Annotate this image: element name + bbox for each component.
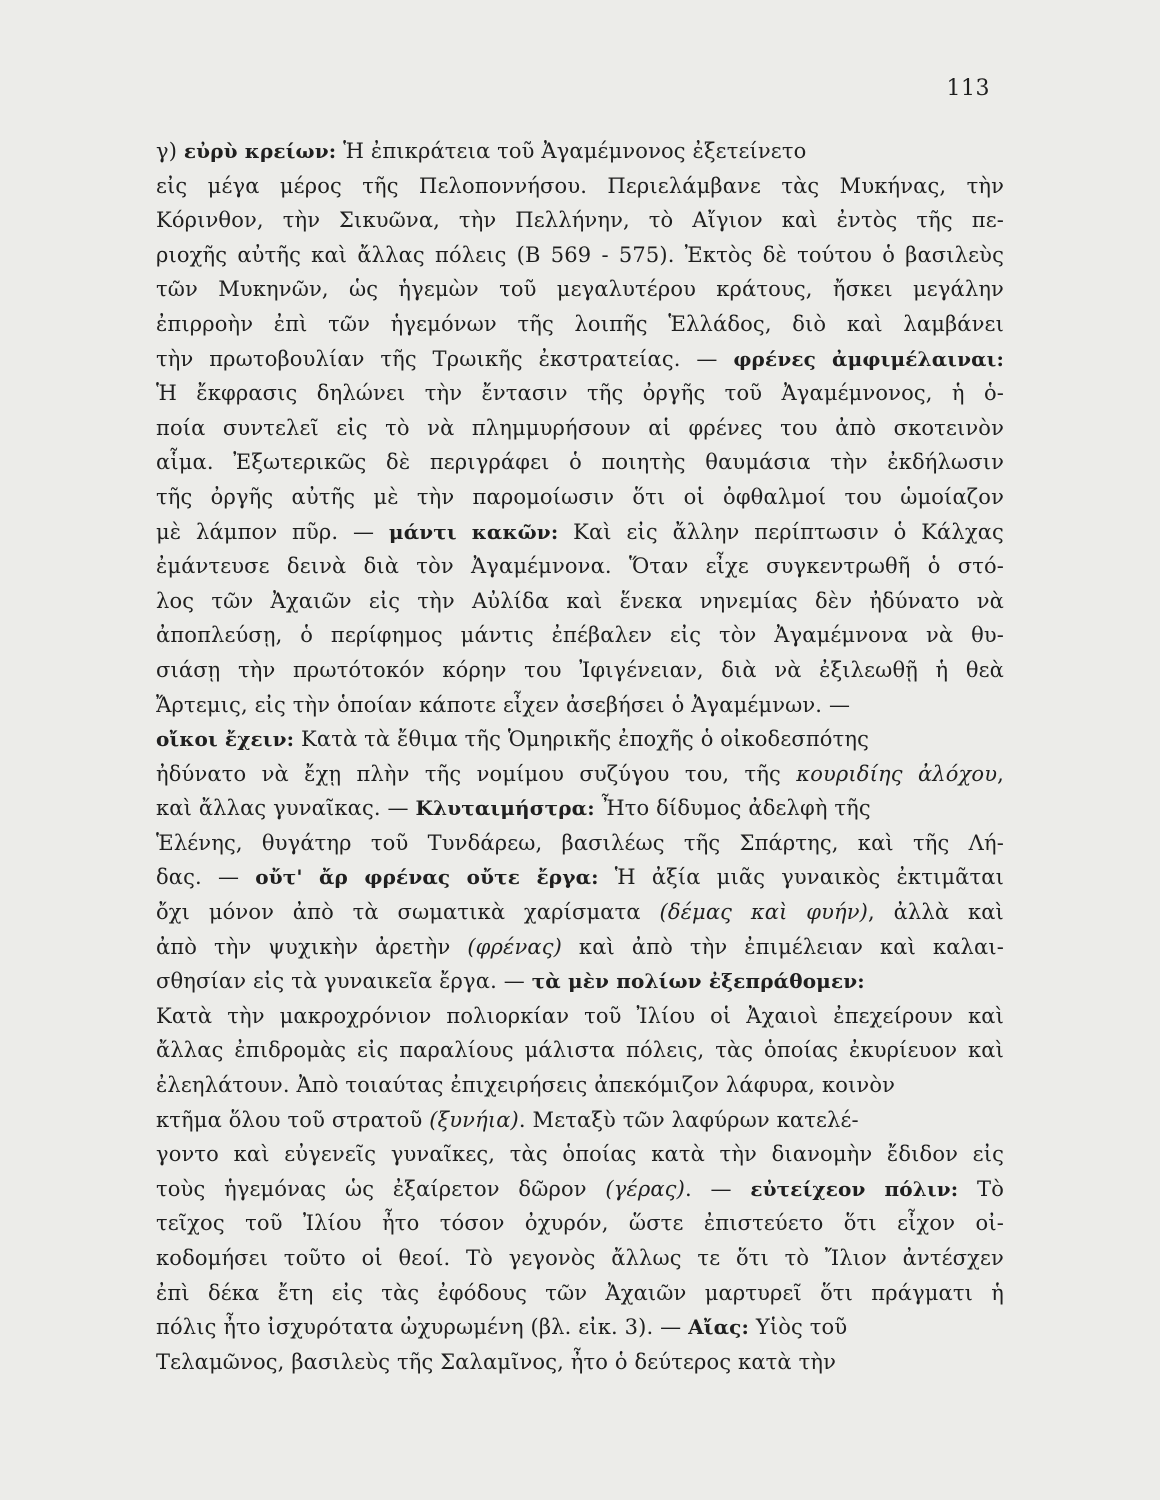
text-segment: λος τῶν Ἀχαιῶν εἰς τὴν Αὐλίδα καὶ ἕνεκα νηνεμίας δὲν ἠδύνατο νὰ [156, 588, 1004, 613]
text-line [156, 791, 1004, 826]
text-segment: ἐπὶ δέκα ἔτη εἰς τὰς ἐφόδους τῶν Ἀχαιῶν μαρτυρεῖ ὅτι πράγματι ἡ [156, 1280, 1004, 1305]
text-line [156, 757, 1004, 792]
text-segment: Τελαμῶνος, βασιλεὺς τῆς Σαλαμῖνος, ἦτο ὁ δεύτερος κατὰ τὴν [156, 1349, 837, 1374]
text-line [156, 342, 1004, 377]
text-segment: μὲ λάμπον πῦρ. — [156, 519, 389, 544]
text-segment: πόλις ἦτο ἰσχυρότατα ὠχυρωμένη (βλ. εἰκ. 3). — [156, 1315, 689, 1340]
quoted-term: (γέρας) [605, 1176, 685, 1201]
quoted-term: (δέμας καὶ φυήν) [659, 900, 869, 925]
text-segment: , ἀλλὰ καὶ [868, 900, 1004, 925]
text-segment: τῆς ὀργῆς αὐτῆς μὲ τὴν παρομοίωσιν ὅτι οἱ ὀφθαλμοί του ὡμοίαζον [156, 484, 1004, 509]
lemma-term: οἴκοι ἔχειν: [156, 727, 295, 752]
text-segment: ἄλλας ἐπιδρομὰς εἰς παραλίους μάλιστα πόλεις, τὰς ὁποίας ἐκυρίευον καὶ [156, 1038, 1004, 1063]
text-segment: κοδομήσει τοῦτο οἱ θεοί. Τὸ γεγονὸς ἄλλως τε ὅτι τὸ Ἴλιον ἀντέσχεν [156, 1246, 1004, 1270]
text-segment: τεῖχος τοῦ Ἰλίου ἦτο τόσον ὀχυρόν, ὥστε ἐπιστεύετο ὅτι εἶχον οἰ- [156, 1211, 1004, 1236]
text-segment: , [997, 761, 1004, 786]
text-segment: σθησίαν εἰς τὰ γυναικεῖα ἔργα. — [156, 969, 532, 994]
lemma-term: οὔτ' ἄρ φρένας οὔτε ἔργα: [255, 865, 599, 890]
text-line [156, 1068, 1004, 1103]
text-segment: γοντο καὶ εὐγενεῖς γυναῖκες, τὰς ὁποίας κατὰ τὴν διανομὴν ἔδιδον εἰς [156, 1142, 1004, 1167]
text-line [156, 307, 1004, 342]
text-line [156, 584, 1004, 619]
text-segment: . Μεταξὺ τῶν λαφύρων κατελέ- [518, 1107, 859, 1132]
text-segment: Ἦτο δίδυμος ἀδελφὴ τῆς [594, 796, 871, 821]
text-segment: Κατὰ τὴν μακροχρόνιον πολιορκίαν τοῦ Ἰλίου οἱ Ἀχαιοὶ ἐπεχείρουν καὶ [156, 1003, 1004, 1028]
lemma-term: φρένες ἀμφιμέλαιναι: [733, 346, 1004, 371]
quoted-term: κουριδίης ἀλόχου [796, 761, 998, 786]
text-segment: Ἡ ἔκφρασις δηλώνει τὴν ἔντασιν τῆς ὀργῆς τοῦ Ἀγαμέμνονος, ἡ ὁ- [156, 381, 1004, 406]
text-line [156, 549, 1004, 584]
text-line [156, 515, 1004, 550]
text-line [156, 1206, 1004, 1241]
text-segment: Ἡ ἀξία μιᾶς γυναικὸς ἐκτιμᾶται [598, 865, 1004, 890]
text-line [156, 1345, 1004, 1380]
text-segment: δας. — [156, 865, 256, 890]
text-segment: Ἑλένης, θυγάτηρ τοῦ Τυνδάρεω, βασιλέως τῆς Σπάρτης, καὶ τῆς Λή- [156, 830, 1004, 855]
text-line [156, 272, 1004, 307]
commentary-text [156, 134, 1004, 1379]
text-segment: ποία συντελεῖ εἰς τὸ νὰ πλημμυρήσουν αἱ φρένες του ἀπὸ σκοτεινὸν [156, 415, 1004, 440]
text-line [156, 964, 1004, 999]
page-number: 113 [946, 76, 990, 101]
text-segment: ἠδύνατο νὰ ἔχῃ πλὴν τῆς νομίμου συζύγου του, τῆς [156, 761, 797, 786]
lemma-term: εὐρὺ κρείων: [183, 139, 337, 163]
text-segment: ἐμάντευσε δεινὰ διὰ τὸν Ἀγαμέμνονα. Ὅταν εἶχε συγκεντρωθῆ ὁ στό- [156, 554, 1004, 579]
text-line [156, 1241, 1004, 1276]
text-segment: Ἄρτεμις, εἰς τὴν ὁποίαν κάποτε εἶχεν ἀσεβήσει ὁ Ἀγαμέμνων. — [156, 692, 851, 717]
text-line [156, 1103, 1004, 1138]
text-line [156, 480, 1004, 515]
text-line [156, 203, 1004, 238]
text-segment: τὴν πρωτοβουλίαν τῆς Τρωικῆς ἐκστρατείας. — [156, 346, 734, 371]
text-segment: Κατὰ τὰ ἔθιμα τῆς Ὁμηρικῆς ἐποχῆς ὁ οἰκοδεσπότης [294, 727, 870, 752]
text-segment: κτῆμα ὅλου τοῦ στρατοῦ [156, 1107, 430, 1132]
text-segment: ὄχι μόνον ἀπὸ τὰ σωματικὰ χαρίσματα [156, 900, 660, 925]
text-segment: τοὺς ἡγεμόνας ὡς ἐξαίρετον δῶρον [156, 1176, 606, 1201]
text-segment: Κόρινθον, τὴν Σικυῶνα, τὴν Πελλήνην, τὸ Αἴγιον καὶ ἐντὸς τῆς πε- [156, 208, 1004, 233]
text-line [156, 1172, 1004, 1207]
text-line [156, 1033, 1004, 1068]
text-line [156, 860, 1004, 895]
text-segment: γ) [156, 139, 184, 163]
text-line [156, 134, 1004, 169]
text-segment: Καὶ εἰς ἄλλην περίπτωσιν ὁ Κάλχας [558, 519, 1004, 544]
text-segment: καὶ ἄλλας γυναῖκας. — [156, 796, 416, 821]
text-line [156, 895, 1004, 930]
text-segment: Ἡ ἐπικράτεια τοῦ Ἀγαμέμνονος ἐξετείνετο [336, 139, 807, 163]
text-line [156, 999, 1004, 1034]
text-line [156, 618, 1004, 653]
text-segment: Υἱὸς τοῦ [749, 1315, 848, 1340]
text-line [156, 169, 1004, 204]
lemma-term: Αἴας: [688, 1315, 750, 1340]
text-line [156, 826, 1004, 861]
text-line [156, 1310, 1004, 1345]
text-line [156, 411, 1004, 446]
text-line [156, 445, 1004, 480]
text-segment: εἰς μέγα μέρος τῆς Πελοποννήσου. Περιελάμβανε τὰς Μυκήνας, τὴν [156, 173, 1004, 198]
quoted-term: (ξυνήια) [429, 1107, 519, 1132]
text-line [156, 376, 1004, 411]
text-line [156, 930, 1004, 965]
text-segment: καὶ ἀπὸ τὴν ἐπιμέλειαν καὶ καλαι- [561, 934, 1004, 959]
text-segment: ἐλεηλάτουν. Ἀπὸ τοιαύτας ἐπιχειρήσεις ἀπεκόμιζον λάφυρα, κοινὸν [156, 1073, 896, 1098]
text-line [156, 1276, 1004, 1311]
quoted-term: (φρένας) [467, 934, 562, 959]
text-segment: ἀποπλεύσῃ, ὁ περίφημος μάντις ἐπέβαλεν εἰς τὸν Ἀγαμέμνονα νὰ θυ- [156, 623, 1004, 648]
text-segment: τῶν Μυκηνῶν, ὡς ἡγεμὼν τοῦ μεγαλυτέρου κράτους, ἤσκει μεγάλην [156, 277, 1004, 302]
text-line [156, 653, 1004, 688]
lemma-term: τὰ μὲν πολίων ἐξεπράθομεν: [531, 969, 865, 994]
lemma-term: εὐτείχεον πόλιν: [750, 1176, 959, 1201]
text-line [156, 722, 1004, 757]
text-segment: ἀπὸ τὴν ψυχικὴν ἀρετὴν [156, 934, 468, 959]
text-line [156, 238, 1004, 273]
text-line [156, 1137, 1004, 1172]
lemma-term: μάντι κακῶν: [388, 519, 559, 544]
text-segment: Τὸ [958, 1176, 1004, 1201]
text-segment: αἷμα. Ἐξωτερικῶς δὲ περιγράφει ὁ ποιητὴς θαυμάσια τὴν ἐκδήλωσιν [156, 450, 1004, 475]
text-segment: ριοχῆς αὐτῆς καὶ ἄλλας πόλεις (Β 569 - 575). Ἐκτὸς δὲ τούτου ὁ βασιλεὺς [156, 242, 1004, 267]
text-line [156, 688, 1004, 723]
text-segment: ἐπιρροὴν ἐπὶ τῶν ἡγεμόνων τῆς λοιπῆς Ἑλλάδος, διὸ καὶ λαμβάνει [156, 311, 1004, 336]
lemma-term: Κλυταιμήστρα: [415, 796, 595, 821]
text-segment: σιάσῃ τὴν πρωτότοκόν κόρην του Ἰφιγένειαν, διὰ νὰ ἐξιλεωθῇ ἡ θεὰ [156, 657, 1004, 682]
text-segment: . — [684, 1176, 751, 1201]
